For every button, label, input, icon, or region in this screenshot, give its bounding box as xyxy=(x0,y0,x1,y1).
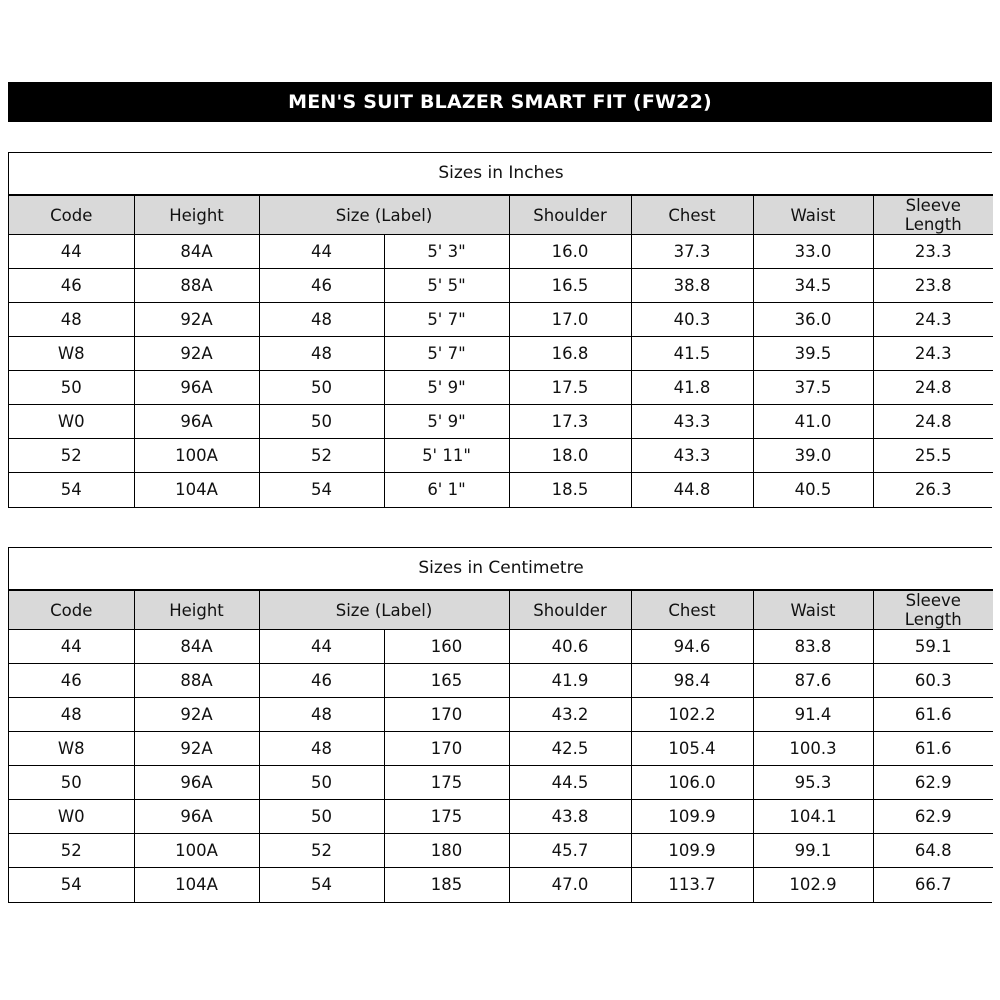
cell-height: 96A xyxy=(134,405,259,439)
cell-chest: 94.6 xyxy=(631,630,753,664)
cell-chest: 106.0 xyxy=(631,766,753,800)
cell-waist: 41.0 xyxy=(753,405,873,439)
cell-shoulder: 17.3 xyxy=(509,405,631,439)
column-header-waist: Waist xyxy=(753,196,873,235)
cell-chest: 43.3 xyxy=(631,439,753,473)
table-caption-inches: Sizes in Inches xyxy=(9,153,993,195)
cell-waist: 95.3 xyxy=(753,766,873,800)
cell-sleeve: 66.7 xyxy=(873,868,993,902)
cell-size-code: 50 xyxy=(259,766,384,800)
cell-size-label: 5' 5" xyxy=(384,269,509,303)
cell-size-label: 160 xyxy=(384,630,509,664)
table-row xyxy=(9,868,993,902)
cell-sleeve: 24.3 xyxy=(873,337,993,371)
page-title-banner xyxy=(8,82,992,122)
cell-size-code: 50 xyxy=(259,371,384,405)
cell-size-code: 48 xyxy=(259,732,384,766)
cell-size-code: 48 xyxy=(259,698,384,732)
cell-waist: 102.9 xyxy=(753,868,873,902)
cell-sleeve: 24.3 xyxy=(873,303,993,337)
cell-chest: 38.8 xyxy=(631,269,753,303)
table-row xyxy=(9,303,993,337)
cell-code: 46 xyxy=(9,664,134,698)
column-header-code: Code xyxy=(9,591,134,630)
cell-shoulder: 45.7 xyxy=(509,834,631,868)
cell-shoulder: 17.5 xyxy=(509,371,631,405)
table-row xyxy=(9,337,993,371)
table-row xyxy=(9,800,993,834)
cell-height: 104A xyxy=(134,473,259,507)
cell-code: 44 xyxy=(9,630,134,664)
cell-code: 44 xyxy=(9,235,134,269)
table-row xyxy=(9,834,993,868)
cell-code: 54 xyxy=(9,868,134,902)
column-header-shoulder: Shoulder xyxy=(509,196,631,235)
cell-height: 100A xyxy=(134,439,259,473)
cell-waist: 87.6 xyxy=(753,664,873,698)
cell-sleeve: 23.3 xyxy=(873,235,993,269)
cell-sleeve: 62.9 xyxy=(873,800,993,834)
cell-size-code: 48 xyxy=(259,337,384,371)
cell-shoulder: 16.0 xyxy=(509,235,631,269)
cell-shoulder: 18.5 xyxy=(509,473,631,507)
cell-size-code: 46 xyxy=(259,269,384,303)
cell-shoulder: 42.5 xyxy=(509,732,631,766)
cell-sleeve: 61.6 xyxy=(873,732,993,766)
cell-code: 52 xyxy=(9,834,134,868)
cell-size-code: 54 xyxy=(259,868,384,902)
cell-shoulder: 43.8 xyxy=(509,800,631,834)
table-header-row xyxy=(9,591,993,630)
cell-sleeve: 23.8 xyxy=(873,269,993,303)
table-row xyxy=(9,664,993,698)
cell-chest: 98.4 xyxy=(631,664,753,698)
cell-size-label: 175 xyxy=(384,800,509,834)
table-head xyxy=(9,196,993,235)
cell-size-label: 165 xyxy=(384,664,509,698)
cell-size-code: 50 xyxy=(259,405,384,439)
cell-waist: 83.8 xyxy=(753,630,873,664)
cell-height: 88A xyxy=(134,664,259,698)
table-row xyxy=(9,630,993,664)
size-table xyxy=(9,548,993,902)
cell-waist: 33.0 xyxy=(753,235,873,269)
cell-code: 52 xyxy=(9,439,134,473)
cell-waist: 104.1 xyxy=(753,800,873,834)
cell-shoulder: 18.0 xyxy=(509,439,631,473)
cell-code: 50 xyxy=(9,371,134,405)
table-body xyxy=(9,235,993,507)
cell-size-label: 5' 7" xyxy=(384,337,509,371)
column-header-chest: Chest xyxy=(631,591,753,630)
cell-waist: 91.4 xyxy=(753,698,873,732)
cell-height: 88A xyxy=(134,269,259,303)
cell-chest: 41.5 xyxy=(631,337,753,371)
cell-chest: 44.8 xyxy=(631,473,753,507)
cell-sleeve: 24.8 xyxy=(873,405,993,439)
column-header-sleeve-length: Sleeve Length xyxy=(873,196,993,235)
cell-height: 92A xyxy=(134,303,259,337)
table-row xyxy=(9,405,993,439)
cell-sleeve: 25.5 xyxy=(873,439,993,473)
cell-chest: 113.7 xyxy=(631,868,753,902)
table-head xyxy=(9,591,993,630)
cell-size-label: 5' 3" xyxy=(384,235,509,269)
cell-height: 92A xyxy=(134,698,259,732)
cell-shoulder: 41.9 xyxy=(509,664,631,698)
cell-height: 96A xyxy=(134,766,259,800)
cell-height: 92A xyxy=(134,337,259,371)
cell-size-label: 170 xyxy=(384,732,509,766)
cell-code: 54 xyxy=(9,473,134,507)
cell-waist: 39.0 xyxy=(753,439,873,473)
cell-size-code: 50 xyxy=(259,800,384,834)
table-body xyxy=(9,630,993,902)
table-row xyxy=(9,766,993,800)
cell-waist: 37.5 xyxy=(753,371,873,405)
size-table xyxy=(9,153,993,507)
cell-size-label: 5' 11" xyxy=(384,439,509,473)
cell-shoulder: 16.8 xyxy=(509,337,631,371)
cell-size-code: 54 xyxy=(259,473,384,507)
table-row xyxy=(9,269,993,303)
cell-height: 104A xyxy=(134,868,259,902)
cell-sleeve: 62.9 xyxy=(873,766,993,800)
size-table-inches xyxy=(8,152,992,508)
cell-sleeve: 60.3 xyxy=(873,664,993,698)
cell-waist: 39.5 xyxy=(753,337,873,371)
cell-shoulder: 47.0 xyxy=(509,868,631,902)
column-header-height: Height xyxy=(134,196,259,235)
cell-chest: 102.2 xyxy=(631,698,753,732)
cell-sleeve: 61.6 xyxy=(873,698,993,732)
cell-sleeve: 24.8 xyxy=(873,371,993,405)
cell-size-code: 48 xyxy=(259,303,384,337)
cell-height: 96A xyxy=(134,371,259,405)
size-table-centimetre xyxy=(8,547,992,903)
table-header-row xyxy=(9,196,993,235)
cell-code: 46 xyxy=(9,269,134,303)
cell-waist: 34.5 xyxy=(753,269,873,303)
table-row xyxy=(9,698,993,732)
table-row xyxy=(9,235,993,269)
cell-size-label: 185 xyxy=(384,868,509,902)
cell-size-code: 52 xyxy=(259,439,384,473)
column-header-waist: Waist xyxy=(753,591,873,630)
cell-sleeve: 26.3 xyxy=(873,473,993,507)
cell-sleeve: 64.8 xyxy=(873,834,993,868)
cell-code: W0 xyxy=(9,800,134,834)
cell-waist: 36.0 xyxy=(753,303,873,337)
cell-size-label: 170 xyxy=(384,698,509,732)
cell-waist: 100.3 xyxy=(753,732,873,766)
cell-size-code: 44 xyxy=(259,235,384,269)
cell-code: 48 xyxy=(9,698,134,732)
cell-size-label: 5' 9" xyxy=(384,371,509,405)
cell-height: 92A xyxy=(134,732,259,766)
cell-size-label: 5' 9" xyxy=(384,405,509,439)
cell-size-label: 6' 1" xyxy=(384,473,509,507)
cell-chest: 109.9 xyxy=(631,834,753,868)
table-row xyxy=(9,439,993,473)
column-header-chest: Chest xyxy=(631,196,753,235)
column-header-code: Code xyxy=(9,196,134,235)
cell-chest: 41.8 xyxy=(631,371,753,405)
cell-chest: 43.3 xyxy=(631,405,753,439)
cell-code: W0 xyxy=(9,405,134,439)
cell-chest: 40.3 xyxy=(631,303,753,337)
column-header-sleeve-length: Sleeve Length xyxy=(873,591,993,630)
cell-code: W8 xyxy=(9,337,134,371)
cell-height: 84A xyxy=(134,630,259,664)
cell-shoulder: 43.2 xyxy=(509,698,631,732)
cell-chest: 37.3 xyxy=(631,235,753,269)
cell-waist: 40.5 xyxy=(753,473,873,507)
cell-chest: 105.4 xyxy=(631,732,753,766)
cell-size-label: 5' 7" xyxy=(384,303,509,337)
cell-waist: 99.1 xyxy=(753,834,873,868)
cell-size-label: 180 xyxy=(384,834,509,868)
cell-code: 48 xyxy=(9,303,134,337)
cell-shoulder: 17.0 xyxy=(509,303,631,337)
column-header-shoulder: Shoulder xyxy=(509,591,631,630)
cell-height: 96A xyxy=(134,800,259,834)
cell-height: 84A xyxy=(134,235,259,269)
column-header-size-label: Size (Label) xyxy=(259,196,509,235)
table-row xyxy=(9,371,993,405)
cell-size-code: 46 xyxy=(259,664,384,698)
page-title: MEN'S SUIT BLAZER SMART FIT (FW22) xyxy=(288,91,712,113)
cell-sleeve: 59.1 xyxy=(873,630,993,664)
table-row xyxy=(9,473,993,507)
cell-size-code: 52 xyxy=(259,834,384,868)
cell-shoulder: 16.5 xyxy=(509,269,631,303)
table-caption-centimetre: Sizes in Centimetre xyxy=(9,548,993,590)
cell-code: 50 xyxy=(9,766,134,800)
column-header-size-label: Size (Label) xyxy=(259,591,509,630)
cell-chest: 109.9 xyxy=(631,800,753,834)
cell-height: 100A xyxy=(134,834,259,868)
cell-shoulder: 40.6 xyxy=(509,630,631,664)
column-header-height: Height xyxy=(134,591,259,630)
cell-size-code: 44 xyxy=(259,630,384,664)
cell-code: W8 xyxy=(9,732,134,766)
table-row xyxy=(9,732,993,766)
cell-size-label: 175 xyxy=(384,766,509,800)
cell-shoulder: 44.5 xyxy=(509,766,631,800)
